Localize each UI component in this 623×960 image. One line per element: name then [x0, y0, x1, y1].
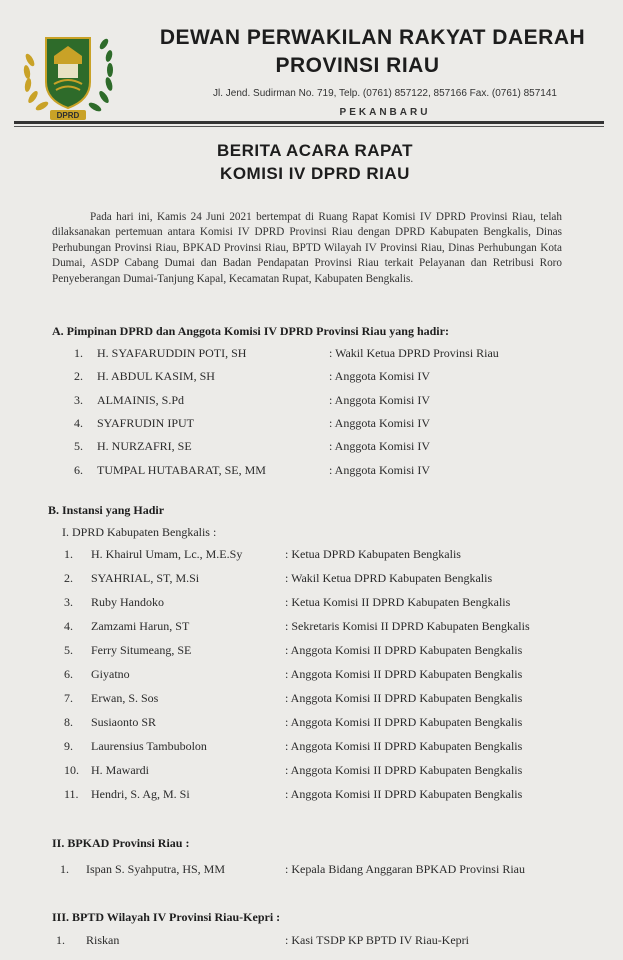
letterhead-subtitle: PROVINSI RIAU [275, 54, 440, 77]
attendee-name: Ispan S. Syahputra, HS, MM [86, 862, 226, 876]
attendee-role: : Anggota Komisi IV [329, 392, 430, 407]
attendee-number: 6. [64, 667, 73, 681]
dprd-emblem-icon [20, 30, 116, 122]
attendee-number: 4. [64, 619, 73, 633]
attendee-number: 11. [64, 787, 79, 801]
attendee-role: : Anggota Komisi IV [329, 415, 430, 430]
attendee-name: Zamzami Harun, ST [91, 619, 190, 633]
letterhead-city: PEKANBARU [339, 107, 431, 118]
document-subtitle: KOMISI IV DPRD RIAU [220, 164, 410, 183]
attendee-name: Hendri, S. Ag, M. Si [91, 787, 190, 801]
document-title: BERITA ACARA RAPAT [217, 141, 413, 160]
attendee-number: 1. [56, 933, 65, 947]
attendee-name: H. Khairul Umam, Lc., M.E.Sy [91, 547, 243, 561]
attendee-name: Riskan [86, 933, 120, 947]
attendee-role: : Ketua DPRD Kabupaten Bengkalis [285, 547, 461, 561]
attendee-name: H. SYAFARUDDIN POTI, SH [97, 346, 247, 360]
attendee-role: : Anggota Komisi II DPRD Kabupaten Bengkalis [285, 739, 523, 753]
attendee-name: Laurensius Tambubolon [91, 739, 207, 753]
attendee-number: 5. [74, 439, 83, 454]
attendee-number: 9. [64, 739, 73, 753]
attendee-number: 1. [74, 346, 83, 360]
attendee-name: SYAHRIAL, ST, M.Si [91, 571, 200, 585]
attendee-number: 6. [74, 462, 83, 477]
attendee-number: 3. [64, 595, 73, 609]
attendee-role: : Wakil Ketua DPRD Provinsi Riau [329, 346, 499, 360]
attendee-name: Giyatno [91, 667, 130, 681]
attendee-role: : Ketua Komisi II DPRD Kabupaten Bengkalis [285, 595, 511, 609]
attendee-role: : Anggota Komisi IV [329, 439, 430, 454]
attendee-role: : Sekretaris Komisi II DPRD Kabupaten Bengkalis [285, 619, 530, 633]
attendee-name: Erwan, S. Sos [91, 691, 159, 705]
attendee-role: : Anggota Komisi II DPRD Kabupaten Bengkalis [285, 691, 523, 705]
attendee-name: ALMAINIS, S.Pd [97, 392, 185, 407]
attendee-number: 2. [74, 369, 83, 384]
attendee-name: H. Mawardi [91, 763, 149, 777]
attendee-name: Ruby Handoko [91, 595, 164, 609]
attendee-number: 7. [64, 691, 73, 705]
section-b-heading: B. Instansi yang Hadir [48, 503, 165, 517]
svg-text:DPRD: DPRD [56, 111, 80, 120]
attendee-number: 3. [74, 392, 83, 407]
attendee-role: : Anggota Komisi IV [329, 462, 430, 477]
letterhead-rule-thick [14, 121, 604, 124]
attendee-role: : Kepala Bidang Anggaran BPKAD Provinsi Riau [285, 862, 525, 876]
attendee-name: H. NURZAFRI, SE [97, 439, 192, 454]
attendee-name: Ferry Situmeang, SE [91, 643, 192, 657]
letterhead-address: Jl. Jend. Sudirman No. 719, Telp. (0761) 857122, 857166 Fax. (0761) 857141 [213, 88, 557, 99]
attendee-number: 1. [64, 547, 73, 561]
attendee-number: 1. [60, 862, 69, 876]
section-a-heading: A. Pimpinan DPRD dan Anggota Komisi IV DPRD Provinsi Riau yang hadir: [52, 324, 449, 338]
attendee-role: : Anggota Komisi II DPRD Kabupaten Bengkalis [285, 763, 523, 777]
intro-paragraph: Pada hari ini, Kamis 24 Juni 2021 bertempat di Ruang Rapat Komisi IV DPRD Provinsi Riau, telah dilaksanakan pertemuan antara Komisi IV DPRD Provinsi Riau dengan DPRD Kabupaten Bengkalis, Dinas Perhubungan Provinsi Riau, BPKAD Provinsi Riau, BPTD Wilayah IV Provinsi Riau, Dinas Perhubungan Kota Dumai, ASDP Cabang Dumai dan Badan Pendapatan Provinsi Riau terkait Pelayanan dan Retribusi Roro Penyeberangan Dumai-Tanjung Kapal, Kecamatan Rupat, Kabupaten Bengkalis. [52, 211, 562, 285]
attendee-role: : Anggota Komisi II DPRD Kabupaten Bengkalis [285, 787, 523, 801]
attendee-name: TUMPAL HUTABARAT, SE, MM [97, 462, 266, 477]
letterhead-rule-thin [14, 126, 604, 127]
attendee-number: 10. [64, 763, 79, 777]
group-2-heading: II. BPKAD Provinsi Riau : [52, 836, 190, 850]
attendee-name: H. ABDUL KASIM, SH [97, 369, 215, 384]
letterhead-title: DEWAN PERWAKILAN RAKYAT DAERAH [159, 26, 586, 49]
attendee-role: : Anggota Komisi II DPRD Kabupaten Bengkalis [285, 643, 523, 657]
attendee-role: : Anggota Komisi IV [329, 369, 430, 384]
attendee-number: 8. [64, 715, 73, 729]
attendee-name: SYAFRUDIN IPUT [97, 415, 195, 430]
group-3-heading: III. BPTD Wilayah IV Provinsi Riau-Kepri : [52, 910, 281, 924]
attendee-number: 2. [64, 571, 73, 585]
document-page: DPRD DEWAN PERWAKILAN RAKYAT DAERAH PROVINSI RIAU Jl. Jend. Sudirman No. 719, Telp. (0761) 857122, 857166 Fax. (0761) 857141 PEKANBARU BERITA ACARA RAPAT KOMISI IV DPRD RIAU Pada hari ini, Kamis 24 Juni 2021 bertempat di Ruang Rapat Komisi IV DPRD Provinsi Riau, telah dilaksanakan pertemuan antara Komisi IV DPRD Provinsi Riau dengan DPRD Kabupaten Bengkalis, Dinas Perhubungan Provinsi Riau, BPKAD Provinsi Riau, BPTD Wilayah IV Provinsi Riau, Dinas Perhubungan Kota Dumai, ASDP Cabang Dumai dan Badan Pendapatan Provinsi Riau terkait Pelayanan dan Retribusi Roro Penyeberangan Dumai-Tanjung Kapal, Kecamatan Rupat, Kabupaten Bengkalis. A. Pimpinan DPRD dan Anggota Komisi IV DPRD Provinsi Riau yang hadir: 1. H. SYAFARUDDIN POTI, SH : Wakil Ketua DPRD Provinsi Riau 2. H. ABDUL KASIM, SH : Anggota Komisi IV 3. ALMAINIS, S.Pd : Anggota Komisi IV 4. SYAFRUDIN IPUT : Anggota Komisi IV 5. H. NURZAFRI, SE : Anggota Komisi IV 6. TUMPAL HUTABARAT, SE, MM : Anggota Komisi IV B. Instansi yang Hadir I. DPRD Kabupaten Bengkalis : 1. H. Khairul Umam, Lc., M.E.Sy : Ketua DPRD Kabupaten Bengkalis 2. SYAHRIAL, ST, M.Si : Wakil Ketua DPRD Kabupaten Bengkalis 3. Ruby Handoko : Ketua Komisi II DPRD Kabupaten Bengkalis 4. Zamzami Harun, ST : Sekretaris Komisi II DPRD Kabupaten Bengkalis 5. Ferry Situmeang, SE : Anggota Komisi II DPRD Kabupaten Bengkalis 6. Giyatno : Anggota Komisi II DPRD Kabupaten Bengkalis 7. Erwan, S. Sos : Anggota Komisi II DPRD Kabupaten Bengkalis 8. Susiaonto SR : Anggota Komisi II DPRD Kabupaten Bengkalis 9. Laurensius Tambubolon : Anggota Komisi II DPRD Kabupaten Bengkalis 10. H. Mawardi : Anggota Komisi II DPRD Kabupaten Bengkalis 11. Hendri, S. Ag, M. Si : Anggota Komisi II DPRD Kabupaten Bengkalis II. BPKAD Provinsi Riau : 1. Ispan S. Syahputra, HS, MM : Kepala Bidang Anggaran BPKAD Provinsi Riau III. BPTD Wilayah IV Provinsi Riau-Kepri : 1. Riskan : Kasi TSDP KP BPTD IV Riau-Kepri [0, 0, 623, 960]
attendee-number: 4. [74, 415, 83, 430]
attendee-role: : Anggota Komisi II DPRD Kabupaten Bengkalis [285, 667, 523, 681]
attendee-name: Susiaonto SR [91, 715, 157, 729]
attendee-role: : Anggota Komisi II DPRD Kabupaten Bengkalis [285, 715, 523, 729]
attendee-role: : Kasi TSDP KP BPTD IV Riau-Kepri [285, 933, 470, 947]
attendee-number: 5. [64, 643, 73, 657]
attendee-role: : Wakil Ketua DPRD Kabupaten Bengkalis [285, 571, 493, 585]
